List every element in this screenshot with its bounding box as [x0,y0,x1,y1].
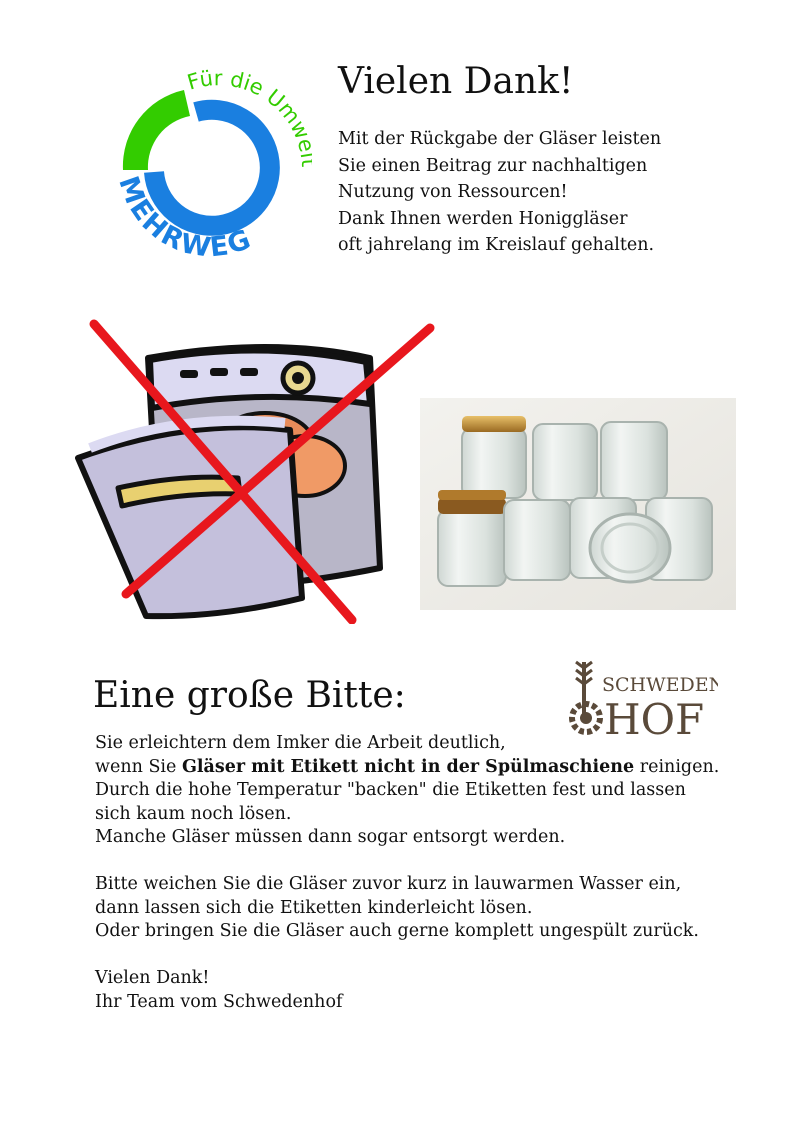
body-text: wenn Sie [95,756,182,777]
bold-warning: Gläser mit Etikett nicht in der Spülmaschiene [181,756,635,777]
request-title: Eine große Bitte: [93,675,406,716]
intro-line: Dank Ihnen werden Honiggläser [338,208,628,229]
intro-paragraph [338,126,661,259]
glass-jars-image [420,398,736,610]
intro-line: Nutzung von Ressourcen! [338,182,568,202]
brand-top-text: SCHWEDEN [602,674,718,696]
body-line: Durch die hohe Temperatur "backen" die Etiketten fest und lassen [95,780,686,800]
body-line: Bitte weichen Sie die Gläser zuvor kurz in lauwarmen Wasser ein, [95,874,682,894]
body-text: reinigen. [634,756,720,777]
signature-line: Ihr Team vom Schwedenhof [95,991,343,1012]
request-body [95,732,719,1014]
body-line: sich kaum noch lösen. [95,803,292,824]
spacer [95,944,719,968]
body-line: dann lassen sich die Etiketten kinderleicht lösen. [95,897,533,918]
brand-bottom-text: HOF [604,695,705,740]
intro-line: oft jahrelang im Kreislauf gehalten. [338,235,655,255]
crossed-out-dishwasher-image [70,318,442,624]
intro-line: Mit der Rückgabe der Gläser leisten [338,129,662,149]
closing-line: Vielen Dank! [95,968,210,988]
intro-line: Sie einen Beitrag zur nachhaltigen [338,155,648,176]
body-line: Oder bringen Sie die Gläser auch gerne komplett ungespült zurück. [95,921,699,941]
schwedenhof-logo [568,658,718,740]
body-line-emphasis [95,756,719,780]
mehrweg-logo [112,68,312,268]
body-line: Manche Gläser müssen dann sogar entsorgt werden. [95,827,566,847]
spacer [95,850,719,874]
arc-text: Für die Umw [184,68,312,143]
mehrweg-text: MEHRWEG [112,172,257,265]
thank-you-title: Vielen Dank! [338,61,574,102]
body-line: Sie erleichtern dem Imker die Arbeit deutlich, [95,733,506,753]
